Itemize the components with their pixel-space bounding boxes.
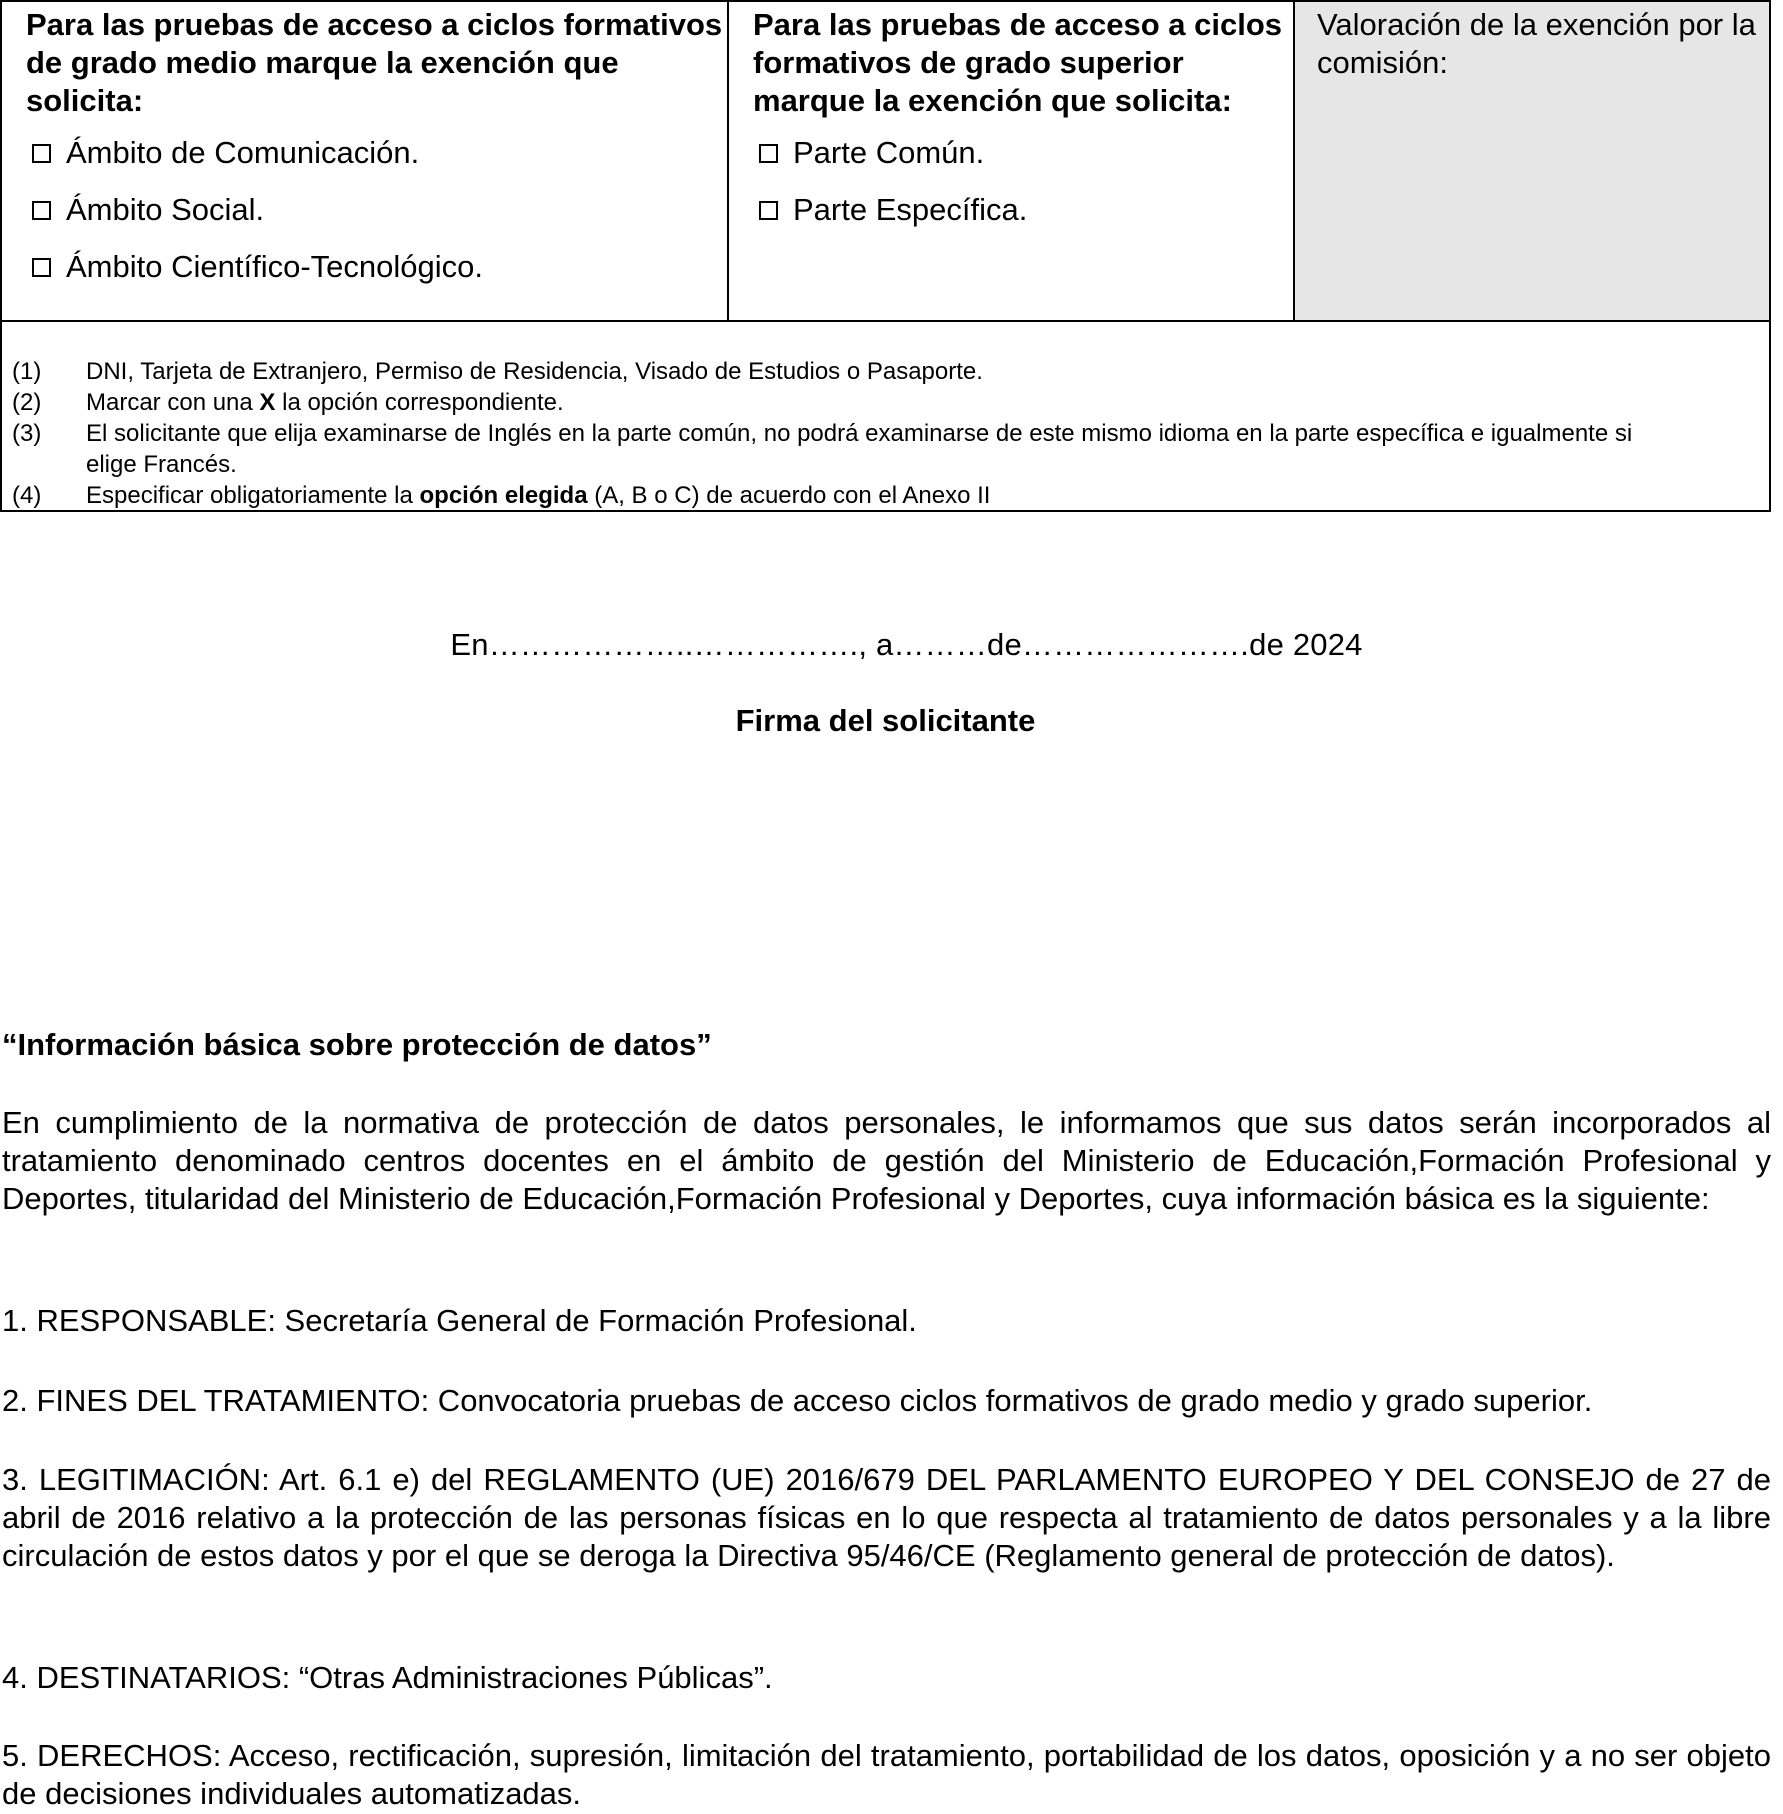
grado-medio-heading: Para las pruebas de acceso a ciclos formativos de grado medio marque la exención que solicita: — [26, 7, 723, 118]
data-protection-item-destinatarios: 4. DESTINATARIOS: “Otras Administraciones Públicas”. — [2, 1660, 773, 1695]
valoracion-column — [1295, 2, 1769, 320]
data-protection-item-legitimacion: 3. LEGITIMACIÓN: Art. 6.1 e) del REGLAMENTO (UE) 2016/679 DEL PARLAMENTO EUROPEO Y DEL CONSEJO de 27 de abril de 2016 relativo a la protección de las personas físicas en lo que respecta al tratamiento de datos personales y a la libre circulación de estos datos y por el que se deroga la Directiva 95/46/CE (Reglamento general de protección de datos). — [2, 1462, 1771, 1573]
footnote — [2, 356, 1769, 387]
grado-medio-column — [2, 2, 729, 320]
footnote-number: (2) — [12, 389, 42, 416]
signature-label: Firma del solicitante — [735, 703, 1036, 738]
footnote — [2, 387, 1769, 418]
option-label: Ámbito Social. — [66, 192, 265, 227]
footnotes-box — [0, 320, 1771, 512]
option-label: Ámbito de Comunicación. — [66, 135, 420, 170]
footnote — [2, 418, 1769, 480]
checkbox-icon[interactable] — [32, 258, 51, 277]
data-protection-item-fines: 2. FINES DEL TRATAMIENTO: Convocatoria pruebas de acceso ciclos formativos de grado medio y grado superior. — [2, 1383, 1593, 1418]
valoracion-heading: Valoración de la exención por la comisión: — [1317, 7, 1756, 80]
option-label: Ámbito Científico-Tecnológico. — [66, 249, 483, 284]
checkbox-icon[interactable] — [32, 201, 51, 220]
footnote-text-part: Marcar con una — [86, 389, 260, 416]
exemptions-table — [0, 0, 1771, 322]
footnote-text — [86, 387, 1769, 418]
grado-superior-column — [729, 2, 1295, 320]
footnote-emphasis: opción elegida — [419, 482, 588, 509]
grado-superior-heading: Para las pruebas de acceso a ciclos formativos de grado superior marque la exención que solicita: — [753, 7, 1283, 118]
option-ambito-cientifico[interactable] — [26, 248, 727, 286]
footnote-text: DNI, Tarjeta de Extranjero, Permiso de Residencia, Visado de Estudios o Pasaporte. — [86, 358, 983, 385]
checkbox-icon[interactable] — [32, 144, 51, 163]
footnote-text-part: la opción correspondiente. — [275, 389, 564, 416]
option-ambito-social[interactable] — [26, 191, 727, 229]
option-label: Parte Común. — [793, 135, 985, 170]
footnote-emphasis: X — [259, 389, 276, 416]
data-protection-title: “Información básica sobre protección de datos” — [2, 1027, 712, 1062]
footnote-text-part: Especificar obligatoriamente la — [86, 482, 420, 509]
option-parte-especifica[interactable] — [753, 191, 1293, 229]
place-date-text: En………………..……………., a………de………………….de 2024 — [450, 627, 1363, 662]
option-parte-comun[interactable] — [753, 134, 1293, 172]
data-protection-item-responsable: 1. RESPONSABLE: Secretaría General de Formación Profesional. — [2, 1303, 917, 1338]
place-date-line[interactable] — [0, 626, 1783, 664]
footnote-number: (3) — [12, 420, 42, 447]
data-protection-intro: En cumplimiento de la normativa de protección de datos personales, le informamos que sus datos serán incorporados al tratamiento denominado centros docentes en el ámbito de gestión del Ministerio de Educación,Formación Profesional y Deportes, titularidad del Ministerio de Educación,Formación Profesional y Deportes, cuya información básica es la siguiente: — [2, 1105, 1771, 1216]
footnote — [2, 480, 1769, 511]
footnote-text: El solicitante que elija examinarse de Inglés en la parte común, no podrá examinarse de este mismo idioma en la parte específica e igualmente si elige Francés. — [86, 420, 1633, 478]
footnote-text-part: (A, B o C) de acuerdo con el Anexo II — [587, 482, 991, 509]
footnote-number: (4) — [12, 482, 42, 509]
data-protection-item-derechos: 5. DERECHOS: Acceso, rectificación, supresión, limitación del tratamiento, portabilidad de los datos, oposición y a no ser objeto de decisiones individuales automatizadas. — [2, 1738, 1771, 1811]
checkbox-icon[interactable] — [759, 144, 778, 163]
option-label: Parte Específica. — [793, 192, 1028, 227]
checkbox-icon[interactable] — [759, 201, 778, 220]
footnote-text — [86, 480, 1769, 511]
option-ambito-comunicacion[interactable] — [26, 134, 727, 172]
footnote-number: (1) — [12, 358, 42, 385]
